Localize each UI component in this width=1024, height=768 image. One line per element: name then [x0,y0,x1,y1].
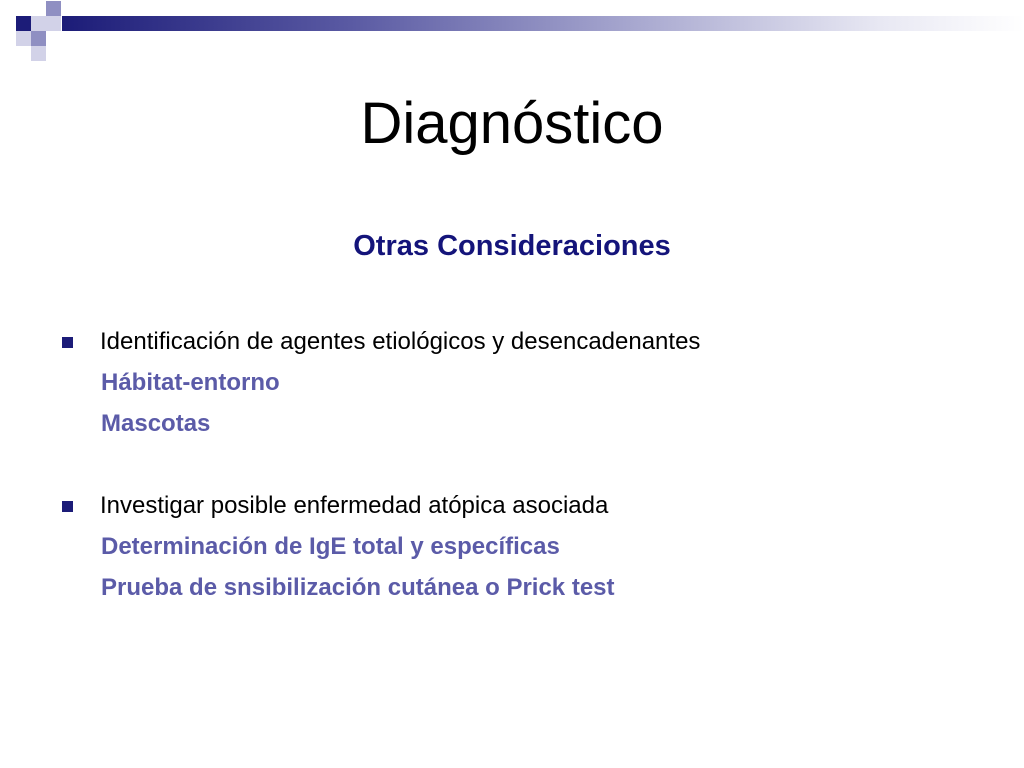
bullet-text: Identificación de agentes etiológicos y desencadenantes [100,328,701,355]
slide-subtitle: Otras Consideraciones [353,230,671,262]
bullet-item [62,328,700,356]
decorative-square [31,31,46,46]
header-decoration [0,0,1024,64]
decorative-square [16,31,31,46]
sub-item: Mascotas [101,410,211,437]
sub-item: Determinación de IgE total y específicas [101,533,560,560]
sub-item: Hábitat-entorno [101,369,280,396]
decorative-square [46,1,61,16]
decorative-square [31,46,46,61]
slide-title: Diagnóstico [360,91,664,156]
decorative-square [31,16,46,31]
square-bullet-icon [62,337,73,348]
decorative-square [16,16,31,31]
bullet-item [62,492,608,520]
sub-item: Prueba de snsibilización cutánea o Prick test [101,574,615,601]
header-gradient-bar [62,16,1024,31]
bullet-text: Investigar posible enfermedad atópica asociada [100,492,609,519]
decorative-square [46,16,61,31]
square-bullet-icon [62,501,73,512]
